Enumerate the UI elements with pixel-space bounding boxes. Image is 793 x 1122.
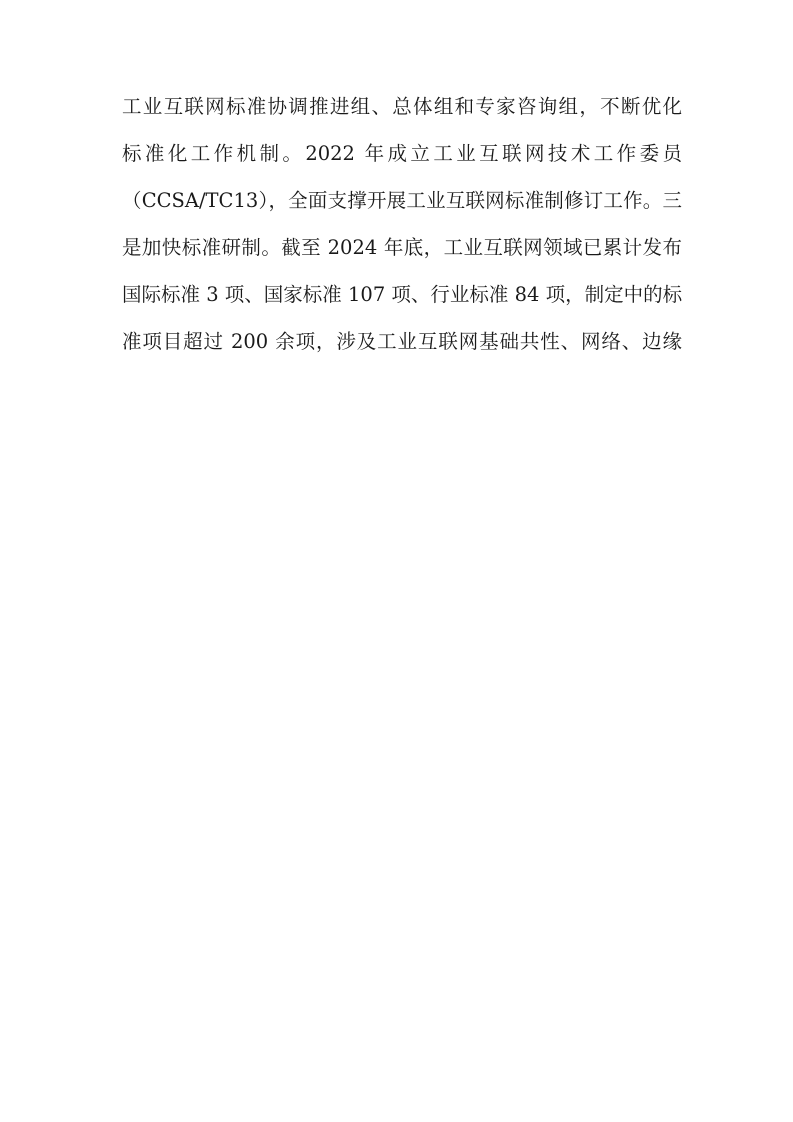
paragraph-line: 国际标准 3 项、国家标准 107 项、行业标准 84 项，制定中的标 — [122, 283, 683, 306]
paragraph-line: 工业互联网标准协调推进组、总体组和专家咨询组，不断优化 — [122, 95, 682, 118]
paragraph-line: 标准化工作机制。2022 年成立工业互联网技术工作委员 — [122, 142, 682, 165]
paragraph-line: 是加快标准研制。截至 2024 年底，工业互联网领域已累计发布 — [122, 236, 682, 259]
paragraph-line: （CCSA/TC13），全面支撑开展工业互联网标准制修订工作。三 — [122, 189, 682, 212]
paragraph-line: 准项目超过 200 余项，涉及工业互联网基础共性、网络、边缘 — [122, 330, 682, 353]
